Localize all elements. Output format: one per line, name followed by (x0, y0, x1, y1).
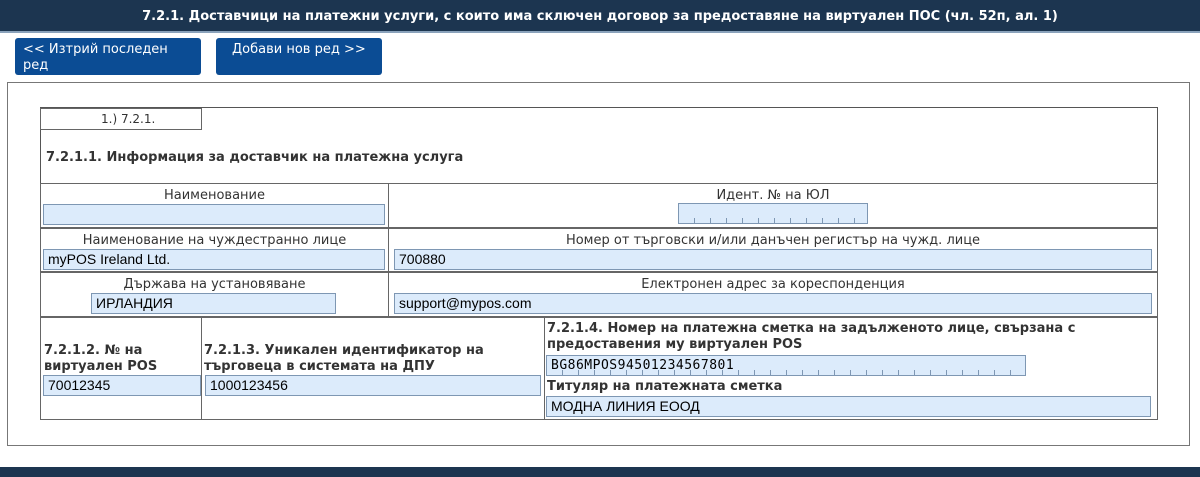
foreign-name-field[interactable]: myPOS Ireland Ltd. (43, 249, 385, 270)
reg-no-field[interactable]: 700880 (394, 249, 1152, 270)
id-field[interactable] (678, 203, 868, 224)
email-label: Електронен адрес за кореспонденция (641, 277, 905, 292)
pos-field[interactable]: 70012345 (43, 375, 201, 396)
add-new-row-button[interactable]: Добави нов ред >> (216, 38, 382, 75)
account-field[interactable]: BG86MPOS94501234567801 (546, 355, 1026, 376)
id-label: Идент. № на ЮЛ (716, 188, 830, 203)
country-field[interactable]: ИРЛАНДИЯ (91, 293, 336, 314)
foreign-name-label: Наименование на чуждестранно лице (82, 233, 347, 248)
holder-field[interactable]: МОДНА ЛИНИЯ ЕООД (546, 396, 1151, 417)
country-label: Държава на установяване (123, 277, 306, 292)
account-label: 7.2.1.4. Номер на платежна сметка на задълженото лице, свързана с предоставения му виртуален POS (547, 321, 1076, 352)
holder-label: Титуляр на платежната сметка (547, 379, 783, 394)
row-tab-label: 1.) 7.2.1. (101, 112, 156, 126)
name-label: Наименование (163, 188, 266, 203)
merchant-field[interactable]: 1000123456 (205, 375, 541, 396)
provider-info-title: 7.2.1.1. Информация за доставчик на платежна услуга (46, 150, 464, 165)
delete-last-row-button[interactable]: << Изтрий последен ред (15, 38, 201, 75)
name-field[interactable] (43, 204, 385, 225)
section-header: 7.2.1. Доставчици на платежни услуги, с които има сключен договор за предоставяне на виртуален ПОС (чл. 52п, ал. 1) (0, 0, 1200, 33)
pos-label: 7.2.1.2. № на виртуален POS (44, 343, 158, 374)
email-field[interactable]: support@mypos.com (394, 293, 1152, 314)
merchant-label: 7.2.1.3. Уникален идентификатор на търговеца в системата на ДПУ (204, 343, 484, 374)
row-tab[interactable] (40, 108, 202, 130)
reg-no-label: Номер от търговски и/или данъчен регистър на чужд. лице (565, 233, 981, 248)
footer-bar (0, 467, 1200, 477)
